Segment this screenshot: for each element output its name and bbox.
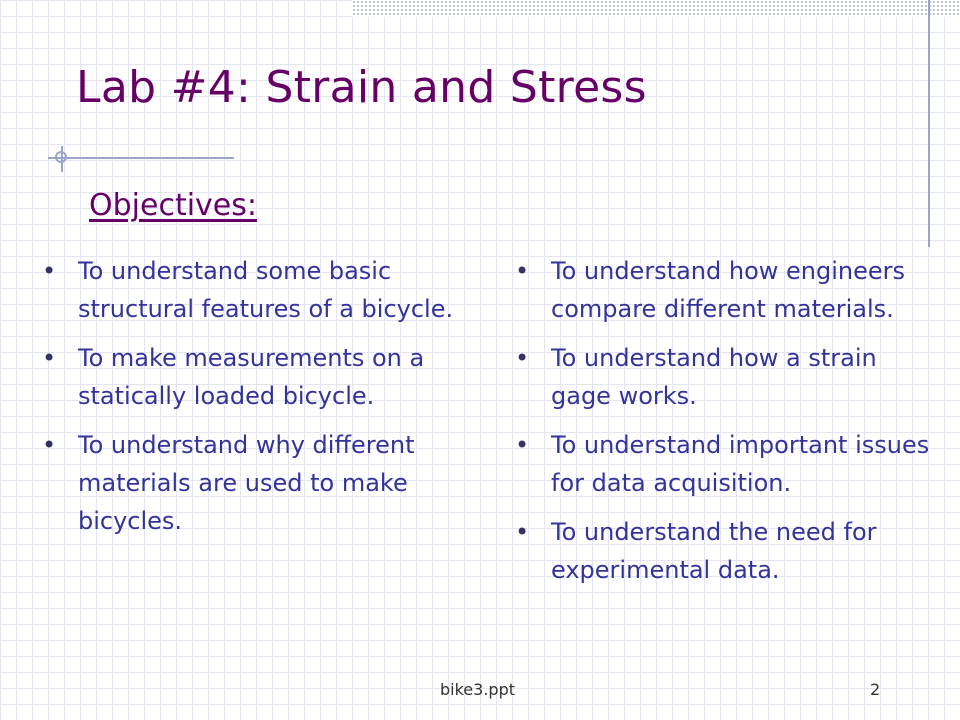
- objective-text: To make measurements on a statically loaded bicycle.: [78, 344, 425, 410]
- bullet-icon: •: [42, 431, 57, 459]
- bullet-icon: •: [515, 257, 530, 285]
- footer-filename: bike3.ppt: [440, 680, 515, 699]
- header-pattern-band: [352, 0, 960, 17]
- objective-text: To understand important issues for data acquisition.: [551, 431, 930, 497]
- bullet-icon: •: [515, 431, 530, 459]
- list-item: [42, 252, 492, 328]
- objectives-left-column: [42, 252, 492, 551]
- list-item: [42, 339, 492, 415]
- objective-text: To understand the need for experimental data.: [551, 518, 877, 584]
- list-item: [42, 426, 492, 540]
- slide-title: Lab #4: Strain and Stress: [76, 62, 647, 113]
- slide-subtitle: Objectives:: [89, 188, 257, 223]
- list-item: [515, 513, 935, 589]
- footer-page-number: 2: [870, 680, 881, 699]
- divider-circle-ornament: [55, 151, 67, 163]
- list-item: [515, 252, 935, 328]
- objective-text: To understand how a strain gage works.: [551, 344, 877, 410]
- title-divider-line: [48, 157, 234, 159]
- list-item: [515, 339, 935, 415]
- objective-text: To understand how engineers compare different materials.: [551, 257, 906, 323]
- bullet-icon: •: [515, 518, 530, 546]
- bullet-icon: •: [42, 344, 57, 372]
- objective-text: To understand why different materials are used to make bicycles.: [78, 431, 415, 535]
- list-item: [515, 426, 935, 502]
- bullet-icon: •: [42, 257, 57, 285]
- right-vertical-rule: [928, 0, 930, 247]
- objectives-right-column: [515, 252, 935, 600]
- bullet-icon: •: [515, 344, 530, 372]
- objective-text: To understand some basic structural features of a bicycle.: [78, 257, 454, 323]
